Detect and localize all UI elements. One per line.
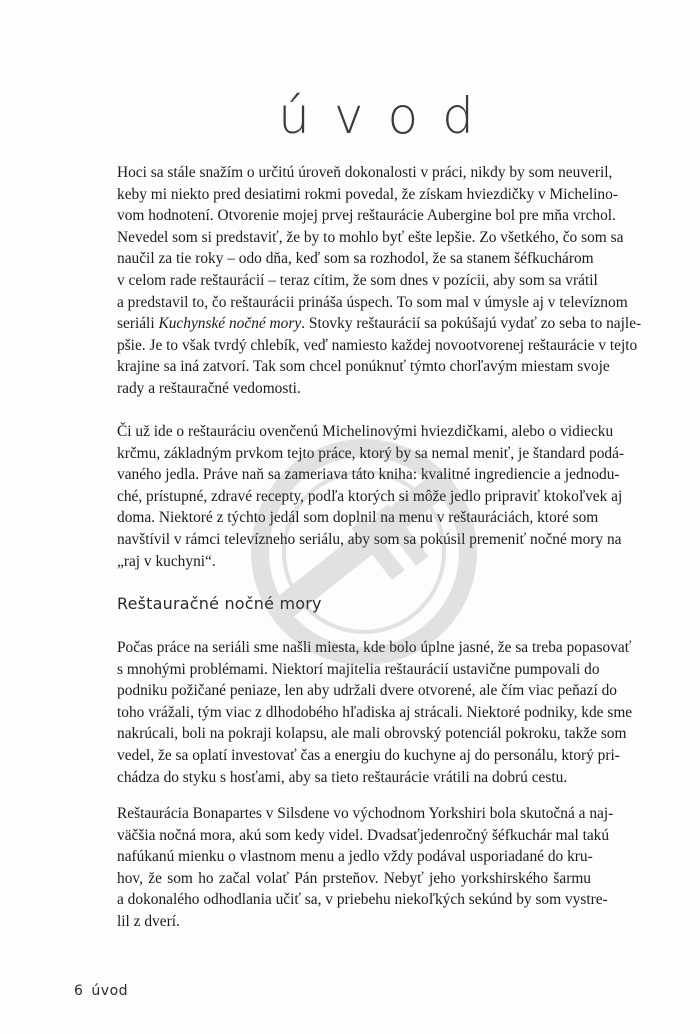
text-line: „raj v kuchyni“.: [117, 552, 216, 570]
text-line: Nevedel som si predstaviť, že by to mohlo byť ešte lepšie. Zo všetkého, čo som sa: [117, 228, 624, 246]
text-line: Počas práce na seriáli sme našli miesta, kde bolo úplne jasné, že sa treba popasovať: [117, 639, 632, 656]
show-title-italic: Kuchynské nočné mory: [158, 315, 302, 333]
text-line: a dokonalého odhodlania učiť sa, v priebehu niekoľkých sekúnd by som vystre-: [117, 891, 608, 909]
title-letter: ú: [278, 87, 310, 145]
paragraph-1: [117, 162, 642, 400]
text-line: krčmu, základným prvkom tejto práce, ktorý by sa nemal meniť, je štandard podá-: [117, 444, 625, 462]
text-line: a predstavil to, čo reštaurácii prináša úspech. To som mal v úmysle aj v televíznom: [117, 293, 628, 311]
text-line: toho vrážali, tým viac z dlhodobého hľadiska aj strácali. Niektoré podniky, kde sme: [117, 703, 633, 721]
text-line: ché, prístupné, zdravé recepty, podľa ktorých si môže jedlo pripraviť ktokoľvek aj: [117, 487, 623, 505]
text-line: vaného jedla. Práve naň sa zameriava táto kniha: kvalitné ingrediencie a jednodu-: [117, 466, 620, 484]
paragraph-3: [117, 637, 633, 788]
text-fragment: seriáli: [117, 315, 159, 333]
title-letter: d: [442, 87, 474, 145]
text-line: chádza do styku s hosťami, aby sa tieto reštaurácie vrátili na dobrú cestu.: [117, 768, 568, 786]
text-line: podniku požičané peniaze, len aby udržali dvere otvorené, ale čím viac peňazí do: [117, 682, 617, 700]
text-line: krajine sa iná zatvorí. Tak som chcel ponúknuť týmto chorľavým miestam svoje: [117, 358, 610, 376]
title-letter: o: [387, 87, 419, 145]
text-line: doma. Niektoré z týchto jedál som doplnil na menu v reštauráciách, ktoré som: [117, 509, 599, 527]
paragraph-4: [117, 803, 614, 933]
text-line: nafúkanú mienku o vlastnom menu a jedlo vždy podával usporiadané do kru-: [117, 848, 593, 866]
paragraph-2: [117, 421, 625, 572]
text-line: s mnohými problémami. Niektorí majitelia reštaurácií ustavične pumpovali do: [117, 660, 600, 678]
text-line: vedel, že sa oplatí investovať čas a energiu do kuchyne aj do personálu, ktorý pri-: [117, 746, 620, 764]
text-line: naučil za tie roky – odo dňa, keď som sa rozhodol, že sa stanem šéfkuchárom: [117, 250, 594, 268]
text-line: v celom rade reštaurácií – teraz cítim, že som dnes v pozícii, aby som sa vrátil: [117, 271, 598, 289]
text-line: hov, že som ho začal volať Pán prsteňov. Nebyť jeho yorkshirského šarmu: [117, 869, 591, 887]
text-line: Hoci sa stále snažím o určitú úroveň dokonalosti v práci, nikdy by som neuveril,: [117, 164, 613, 181]
section-heading: Reštauračné nočné mory: [117, 594, 322, 613]
text-fragment: . Stovky reštaurácií sa pokúšajú vydať zo seba to najle-: [301, 315, 642, 333]
text-line: vom hodnotení. Otvorenie mojej prvej reštaurácie Aubergine bol pre mňa vrchol.: [117, 207, 616, 225]
running-footer-label: úvod: [91, 983, 129, 999]
text-line: pšie. Je to však tvrdý chlebík, veď namiesto každej novootvorenej reštaurácie v tejto: [117, 336, 638, 354]
text-line: Reštaurácia Bonapartes v Silsdene vo východnom Yorkshiri bola skutočná a naj-: [117, 805, 614, 822]
text-line: väčšia nočná mora, akú som kedy videl. Dvadsaťjedenročný šéfkuchár mal takú: [117, 826, 610, 844]
text-line: navštívil v rámci televízneho seriálu, aby som sa pokúsil premeniť nočné mory na: [117, 530, 622, 548]
text-line: Či už ide o reštauráciu ovenčenú Michelinovými hviezdičkami, alebo o vidiecku: [117, 423, 614, 440]
text-line-mixed: [117, 313, 642, 335]
text-line: rady a reštauračné vedomosti.: [117, 379, 301, 397]
text-line: lil z dverí.: [117, 912, 180, 930]
text-line: nakrúcali, boli na pokraji kolapsu, ale mali obrovský potenciál pokroku, takže som: [117, 725, 627, 743]
page-footer: [74, 983, 128, 999]
page-title: [0, 86, 700, 146]
page-number: 6: [74, 983, 84, 999]
text-line: keby mi niekto pred desiatimi rokmi povedal, že získam hviezdičky v Michelino-: [117, 185, 618, 203]
title-letter: v: [333, 87, 364, 145]
